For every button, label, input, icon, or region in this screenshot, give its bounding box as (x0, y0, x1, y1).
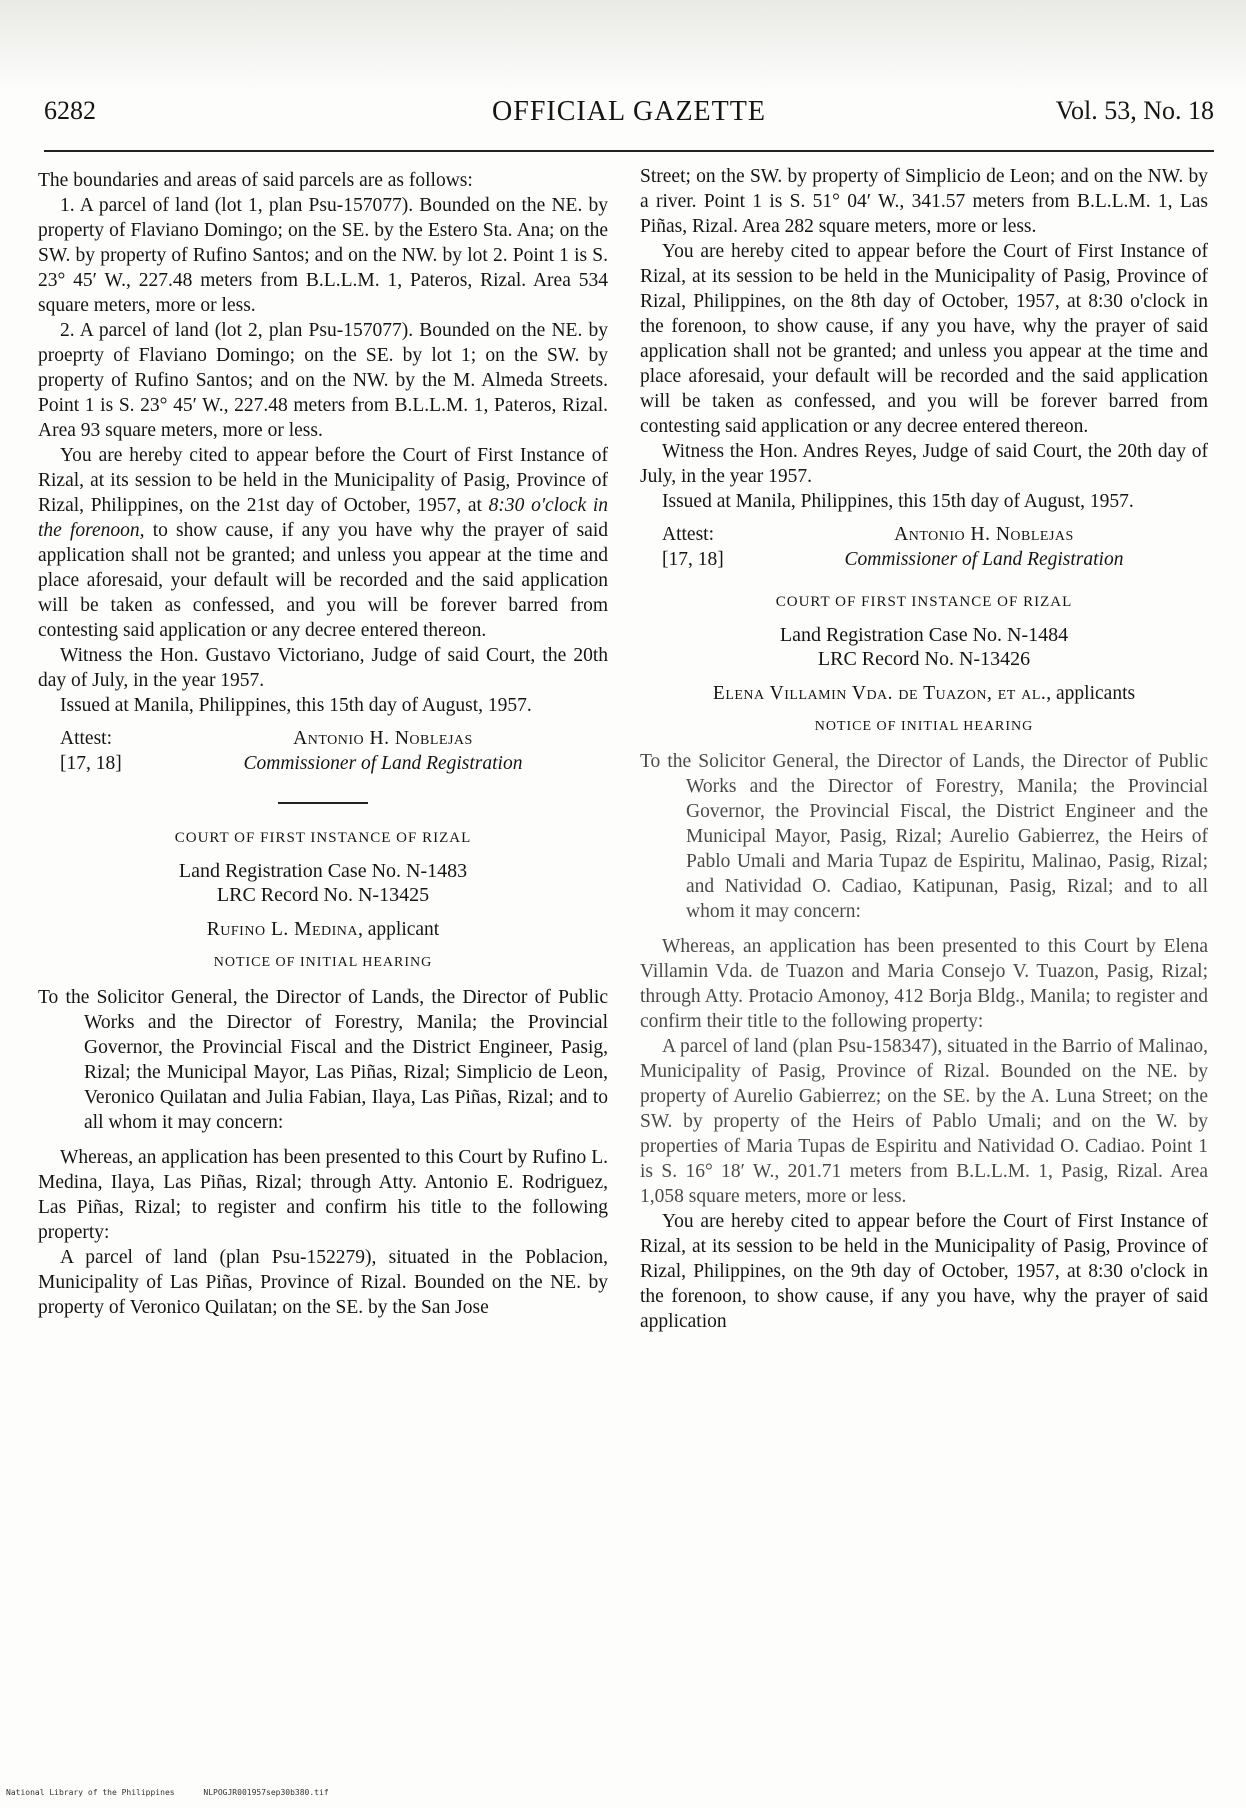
citation-paragraph: You are hereby cited to appear before the Court of First Instance of Rizal, at its session to be held in the Municipality of Pasig, Province of Rizal, Philippines, on the 8th day of October, 1957, at 8:30 o'clock in the forenoon, to show cause, if any you have, why the prayer of said application shall not be granted; and unless you appear at the time and place aforesaid, your default will be recorded and the said application will be taken as confessed, and you will be forever barred from contesting said application or any decree entered thereon. (640, 241, 1208, 437)
whereas-paragraph: Whereas, an application has been presented to this Court by Elena Villamin Vda. de Tuazon and Maria Consejo V. Tuazon, Pasig, Rizal; through Atty. Protacio Amonoy, 412 Borja Bldg., Manila; to register and confirm their title to the following property: (640, 936, 1208, 1032)
citation-paragraph (38, 443, 608, 643)
case-number: Land Registration Case No. N-1484 (779, 624, 1069, 646)
page-number: 6282 (44, 96, 96, 125)
attest-name: Antonio H. Noblejas (293, 728, 473, 749)
citation-text-a: You are hereby cited to appear before the Court of First Instance of Rizal, at its session to be held in the Municipality of Pasig, Province of Rizal, Philippines, on the 21st day of October, 1957, at (38, 445, 608, 516)
parcel-1-description: 1. A parcel of land (lot 1, plan Psu-157077). Bounded on the NE. by property of Flaviano Domingo; on the SE. by the Estero Sta. Ana; on the SW. by property of Rufino Santos; and on the NW. by lot 2. Point 1 is S. 23° 45′ W., 227.48 meters from B.L.L.M. 1, Pateros, Rizal. Area 534 square meters, more or less. (38, 195, 608, 316)
witness-paragraph: Witness the Hon. Andres Reyes, Judge of said Court, the 20th day of July, in the year 1957. (640, 441, 1208, 487)
scan-speckle-band (0, 0, 1246, 90)
page-header (44, 96, 1214, 136)
applicant-role: , applicants (1046, 683, 1136, 704)
scan-filename: NLPOGJR001957sep30b380.tif (203, 1788, 329, 1797)
addressees: To the Solicitor General, the Director of Lands, the Director of Public Works and the Director of Forestry, Manila; the Provincial Governor, the Provincial Fiscal, the District Engineer and the Municipal Mayor, Pasig, Rizal; Aurelio Gabierrez, the Heirs of Pablo Umali and Maria Tupaz de Espiritu, Malinao, Pasig, Rizal; and Natividad O. Cadiao, Katipunan, Pasig, Rizal; and to all whom it may concern: (640, 751, 1208, 922)
attest-block (640, 522, 1208, 572)
applicant-line (38, 917, 608, 942)
attest-name: Antonio H. Noblejas (894, 524, 1074, 545)
citation-text-b: to show cause, if any you have why the prayer of said application shall not be granted; and unless you appear at the time and place aforesaid, your default will be recorded and the said application will be taken as confessed, and you will be forever barred from contesting said application or any decree entered thereon. (38, 520, 608, 641)
header-rule (44, 150, 1214, 152)
lrc-record-number: LRC Record No. N-13426 (817, 648, 1031, 670)
notice-heading: NOTICE OF INITIAL HEARING (213, 955, 433, 970)
library-credit: National Library of the Philippines (6, 1788, 175, 1797)
volume-number: Vol. 53, No. 18 (1055, 96, 1214, 125)
parcel-2-description: 2. A parcel of land (lot 2, plan Psu-157077). Bounded on the NE. by proeprty of Flaviano Domingo; on the SE. by lot 1; on the SW. by property of Rufino Santos; and on the NW. by the M. Almeda Streets. Point 1 is S. 23° 45′ W., 227.48 meters from B.L.L.M. 1, Pateros, Rizal. Area 93 square meters, more or less. (38, 320, 608, 441)
issue-code: [17, 18] (662, 549, 724, 570)
attest-label: Attest: (662, 524, 714, 545)
applicant-role: , applicant (358, 919, 440, 940)
attest-label: Attest: (60, 728, 112, 749)
applicant-name: Rufino L. Medina (206, 919, 358, 940)
left-column (38, 168, 608, 1320)
case-number: Land Registration Case No. N-1483 (178, 860, 468, 882)
issued-paragraph: Issued at Manila, Philippines, this 15th day of August, 1957. (60, 695, 532, 716)
applicant-line (640, 681, 1208, 706)
attest-title: Commissioner of Land Registration (844, 549, 1124, 570)
court-heading: COURT OF FIRST INSTANCE OF RIZAL (174, 830, 472, 846)
attest-title: Commissioner of Land Registration (243, 753, 523, 774)
issue-code: [17, 18] (60, 753, 122, 774)
parcel-description: A parcel of land (plan Psu-158347), situated in the Barrio of Malinao, Municipality of Pasig, Province of Rizal. Bounded on the NE. by property of Aurelio Gabierrez; on the SE. by the A. Luna Street; on the SW. by property of the Heirs of Pablo Umali; and on the W. by properties of Maria Tupas de Espiritu and Natividad O. Cadiao. Point 1 is S. 16° 18′ W., 201.71 meters from B.L.L.M. 1, Pasig, Rizal. Area 1,058 square meters, more or less. (640, 1036, 1208, 1207)
citation-time: 8:30 o'clock in the forenoon, (38, 495, 608, 541)
whereas-paragraph: Whereas, an application has been presented to this Court by Rufino L. Medina, Ilaya, Las Piñas, Rizal; through Atty. Antonio E. Rodriguez, Las Piñas, Rizal; to register and confirm his title to the following property: (38, 1147, 608, 1243)
parcel-description: A parcel of land (plan Psu-152279), situated in the Poblacion, Municipality of Las Piñas, Province of Rizal. Bounded on the NE. by property of Veronico Quilatan; on the SE. by the San Jose (38, 1247, 608, 1318)
parcels-intro: The boundaries and areas of said parcels are as follows: (38, 170, 473, 191)
citation-paragraph-2: You are hereby cited to appear before the Court of First Instance of Rizal, at its session to be held in the Municipality of Pasig, Province of Rizal, Philippines, on the 9th day of October, 1957, at 8:30 o'clock in the forenoon, to show cause, if any you have, why the prayer of said application (640, 1211, 1208, 1332)
addressees: To the Solicitor General, the Director of Lands, the Director of Public Works and the Director of Forestry, Manila; the Provincial Governor, the Provincial Fiscal and the District Engineer, Pasig, Rizal; the Municipal Mayor, Las Piñas, Rizal; Simplicio de Leon, Veronico Quilatan and Julia Fabian, Ilaya, Las Piñas, Rizal; and to all whom it may concern: (38, 987, 608, 1133)
publication-title: OFFICIAL GAZETTE (492, 96, 766, 127)
witness-paragraph: Witness the Hon. Gustavo Victoriano, Judge of said Court, the 20th day of July, in the year 1957. (38, 645, 608, 691)
issued-paragraph: Issued at Manila, Philippines, this 15th day of August, 1957. (662, 491, 1134, 512)
court-heading: COURT OF FIRST INSTANCE OF RIZAL (775, 594, 1073, 610)
right-column (640, 164, 1208, 1334)
parcel-continuation: Street; on the SW. by property of Simplicio de Leon; and on the NW. by a river. Point 1 is S. 51° 04′ W., 341.57 meters from B.L.L.M. 1, Las Piñas, Rizal. Area 282 square meters, more or less. (640, 166, 1208, 237)
attest-block (38, 726, 608, 776)
lrc-record-number: LRC Record No. N-13425 (216, 884, 430, 906)
notice-heading: NOTICE OF INITIAL HEARING (814, 719, 1034, 734)
scan-footer (6, 1788, 353, 1797)
applicant-name: Elena Villamin Vda. de Tuazon, et al. (712, 683, 1047, 704)
section-divider (278, 802, 368, 804)
